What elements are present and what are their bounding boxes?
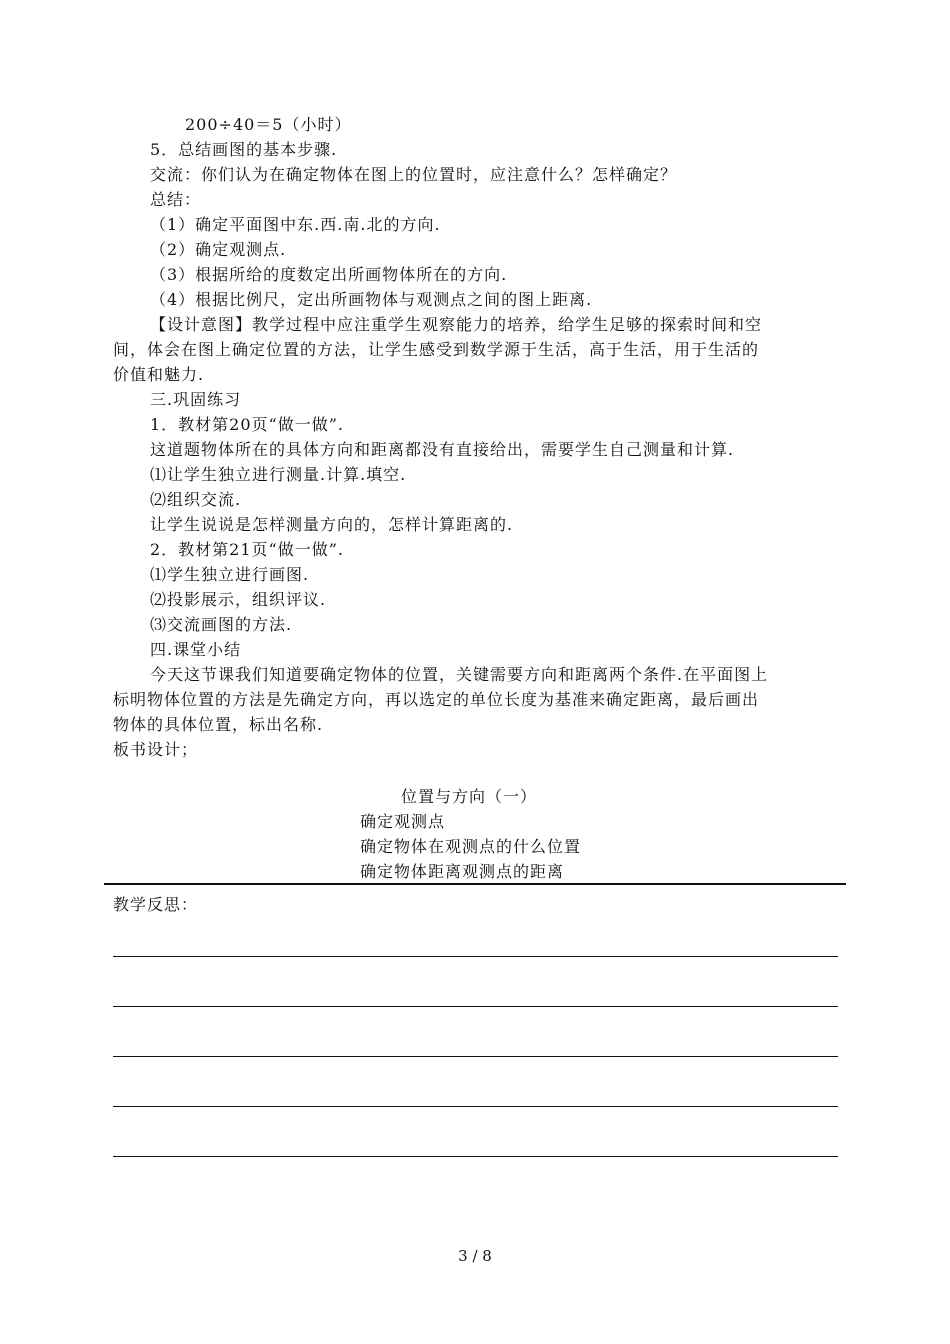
reflection-label: 教学反思： [113, 895, 199, 914]
board-design-label: 板书设计； [113, 740, 199, 759]
design-intent-line-1: 【设计意图】教学过程中应注重学生观察能力的培养，给学生足够的探索时间和空 [150, 315, 763, 334]
design-intent-line-3: 价值和魅力. [113, 365, 205, 384]
exercise-2-step-1: ⑴学生独立进行画图. [150, 565, 310, 584]
summary-item-4: （4）根据比例尺，定出所画物体与观测点之间的图上距离. [150, 290, 593, 309]
exercise-1: 1．教材第20页“做一做”. [150, 415, 344, 434]
summary-item-1: （1）确定平面图中东.西.南.北的方向. [150, 215, 441, 234]
discussion-prompt: 交流：你们认为在确定物体在图上的位置时，应注意什么？怎样确定？ [150, 165, 678, 184]
page-number: 3 / 8 [458, 1247, 492, 1265]
writing-line [113, 1156, 838, 1157]
section-heading-practice: 三.巩固练习 [150, 390, 242, 409]
board-item: 确定观测点 [360, 812, 446, 831]
board-title: 位置与方向（一） [401, 787, 538, 806]
exercise-1-step-1: ⑴让学生独立进行测量.计算.填空. [150, 465, 407, 484]
exercise-2: 2．教材第21页“做一做”. [150, 540, 344, 559]
summary-item-3: （3）根据所给的度数定出所画物体所在的方向. [150, 265, 508, 284]
writing-line [113, 1056, 838, 1057]
exercise-1-step-2: ⑵组织交流. [150, 490, 242, 509]
exercise-1-note: 让学生说说是怎样测量方向的，怎样计算距离的. [150, 515, 514, 534]
exercise-2-step-2: ⑵投影展示，组织评议. [150, 590, 327, 609]
board-item: 确定物体在观测点的什么位置 [360, 837, 582, 856]
exercise-1-desc: 这道题物体所在的具体方向和距离都没有直接给出，需要学生自己测量和计算. [150, 440, 735, 459]
step-5: 5．总结画图的基本步骤. [150, 140, 338, 159]
summary-item-2: （2）确定观测点. [150, 240, 287, 259]
writing-line [113, 1006, 838, 1007]
class-summary-line-1: 今天这节课我们知道要确定物体的位置，关键需要方向和距离两个条件.在平面图上 [150, 665, 769, 684]
class-summary-line-2: 标明物体位置的方法是先确定方向，再以选定的单位长度为基准来确定距离，最后画出 [113, 690, 760, 709]
writing-line [113, 956, 838, 957]
exercise-2-step-3: ⑶交流画图的方法. [150, 615, 293, 634]
summary-label: 总结： [150, 190, 202, 209]
calc-line: 200÷40＝5（小时） [185, 115, 352, 134]
board-item: 确定物体距离观测点的距离 [360, 862, 565, 881]
class-summary-line-3: 物体的具体位置，标出名称. [113, 715, 324, 734]
writing-line [113, 1106, 838, 1107]
section-heading-summary: 四.课堂小结 [150, 640, 242, 659]
section-divider [104, 883, 846, 885]
design-intent-line-2: 间，体会在图上确定位置的方法，让学生感受到数学源于生活，高于生活，用于生活的 [113, 340, 760, 359]
